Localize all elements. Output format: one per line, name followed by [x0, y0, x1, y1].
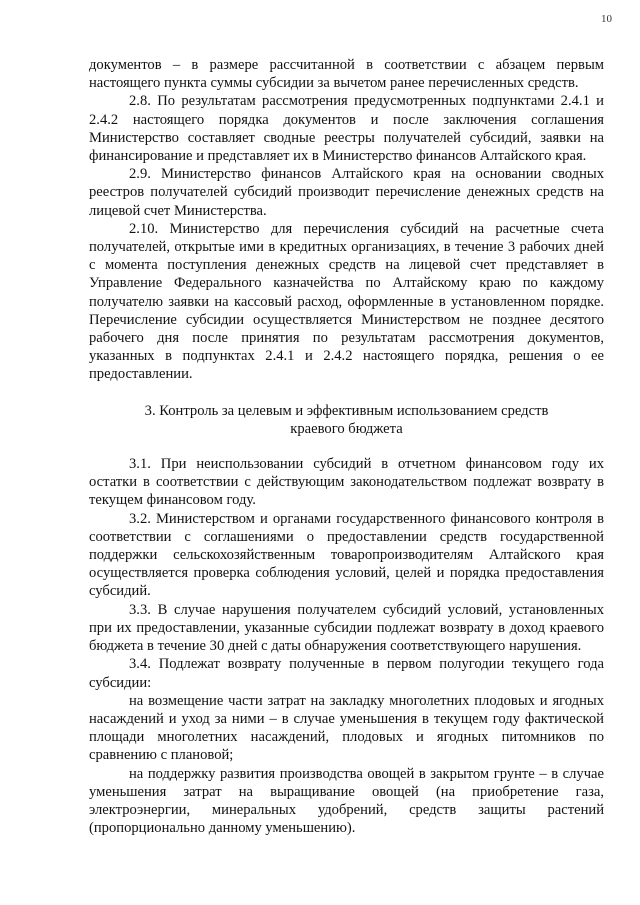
paragraph-3-4-item-greenhouse: на поддержку развития производства овощей в закрытом грунте – в случае уменьшения затрат на выращивание овощей (на приобретение газа, электроэнергии, минеральных удобрений, средств защиты растений (пропорционально данному уменьшению).: [89, 765, 604, 837]
paragraph-continuation: документов – в размере рассчитанной в соответствии с абзацем первым настоящего пункта суммы субсидии за вычетом ранее перечисленных средств.: [89, 57, 604, 92]
paragraph-3-2: 3.2. Министерством и органами государственного финансового контроля в соответствии с соглашениями о предоставлении средств государственной поддержки сельскохозяйственным товаропроизводителям Алтайского края осуществляется проверка соблюдения условий, целей и порядка предоставления субсидий.: [89, 510, 604, 600]
paragraph-3-1: 3.1. При неиспользовании субсидий в отчетном финансовом году их остатки в соответствии с действующим законодательством подлежат возврату в текущем финансовом году.: [89, 456, 604, 509]
paragraph-3-4: 3.4. Подлежат возврату полученные в первом полугодии текущего года субсидии:: [89, 656, 604, 691]
paragraph-3-4-item-orchards: на возмещение части затрат на закладку многолетних плодовых и ягодных насаждений и уход за ними – в случае уменьшения в текущем году фактической площади многолетних насаждений, плодовых и ягодных питомников по сравнению с плановой;: [89, 692, 604, 764]
paragraph-2-10: 2.10. Министерство для перечисления субсидий на расчетные счета получателей, открытые ими в кредитных организациях, в течение 3 рабочих дней с момента поступления денежных средств на лицевой счет представляет в Управление Федерального казначейства по Алтайскому краю по каждому получателю заявки на кассовый расход, оформленные в установленном порядке. Перечисление субсидии осуществляется Министерством не позднее десятого рабочего дня после принятия по результатам рассмотрения документов, указанных в подпунктах 2.4.1 и 2.4.2 настоящего порядка, решения о ее предоставлении.: [89, 220, 604, 383]
paragraph-3-3: 3.3. В случае нарушения получателем субсидий условий, установленных при их предоставлении, указанные субсидии подлежат возврату в доход краевого бюджета в течение 30 дней с даты обнаружения соответствующего нарушения.: [89, 601, 604, 655]
section-heading: 3. Контроль за целевым и эффективным использованием средств краевого бюджета: [144, 402, 549, 437]
page-number: 10: [601, 13, 612, 25]
document-body: [89, 56, 604, 837]
paragraph-2-8: 2.8. По результатам рассмотрения предусмотренных подпунктами 2.4.1 и 2.4.2 настоящего порядка документов и после заключения соглашения Министерство составляет сводные реестры получателей субсидий, заявки на финансирование и представляет их в Министерство финансов Алтайского края.: [89, 93, 604, 165]
paragraph-2-9: 2.9. Министерство финансов Алтайского края на основании сводных реестров получателей субсидий производит перечисление денежных средств на лицевой счет Министерства.: [89, 166, 604, 219]
